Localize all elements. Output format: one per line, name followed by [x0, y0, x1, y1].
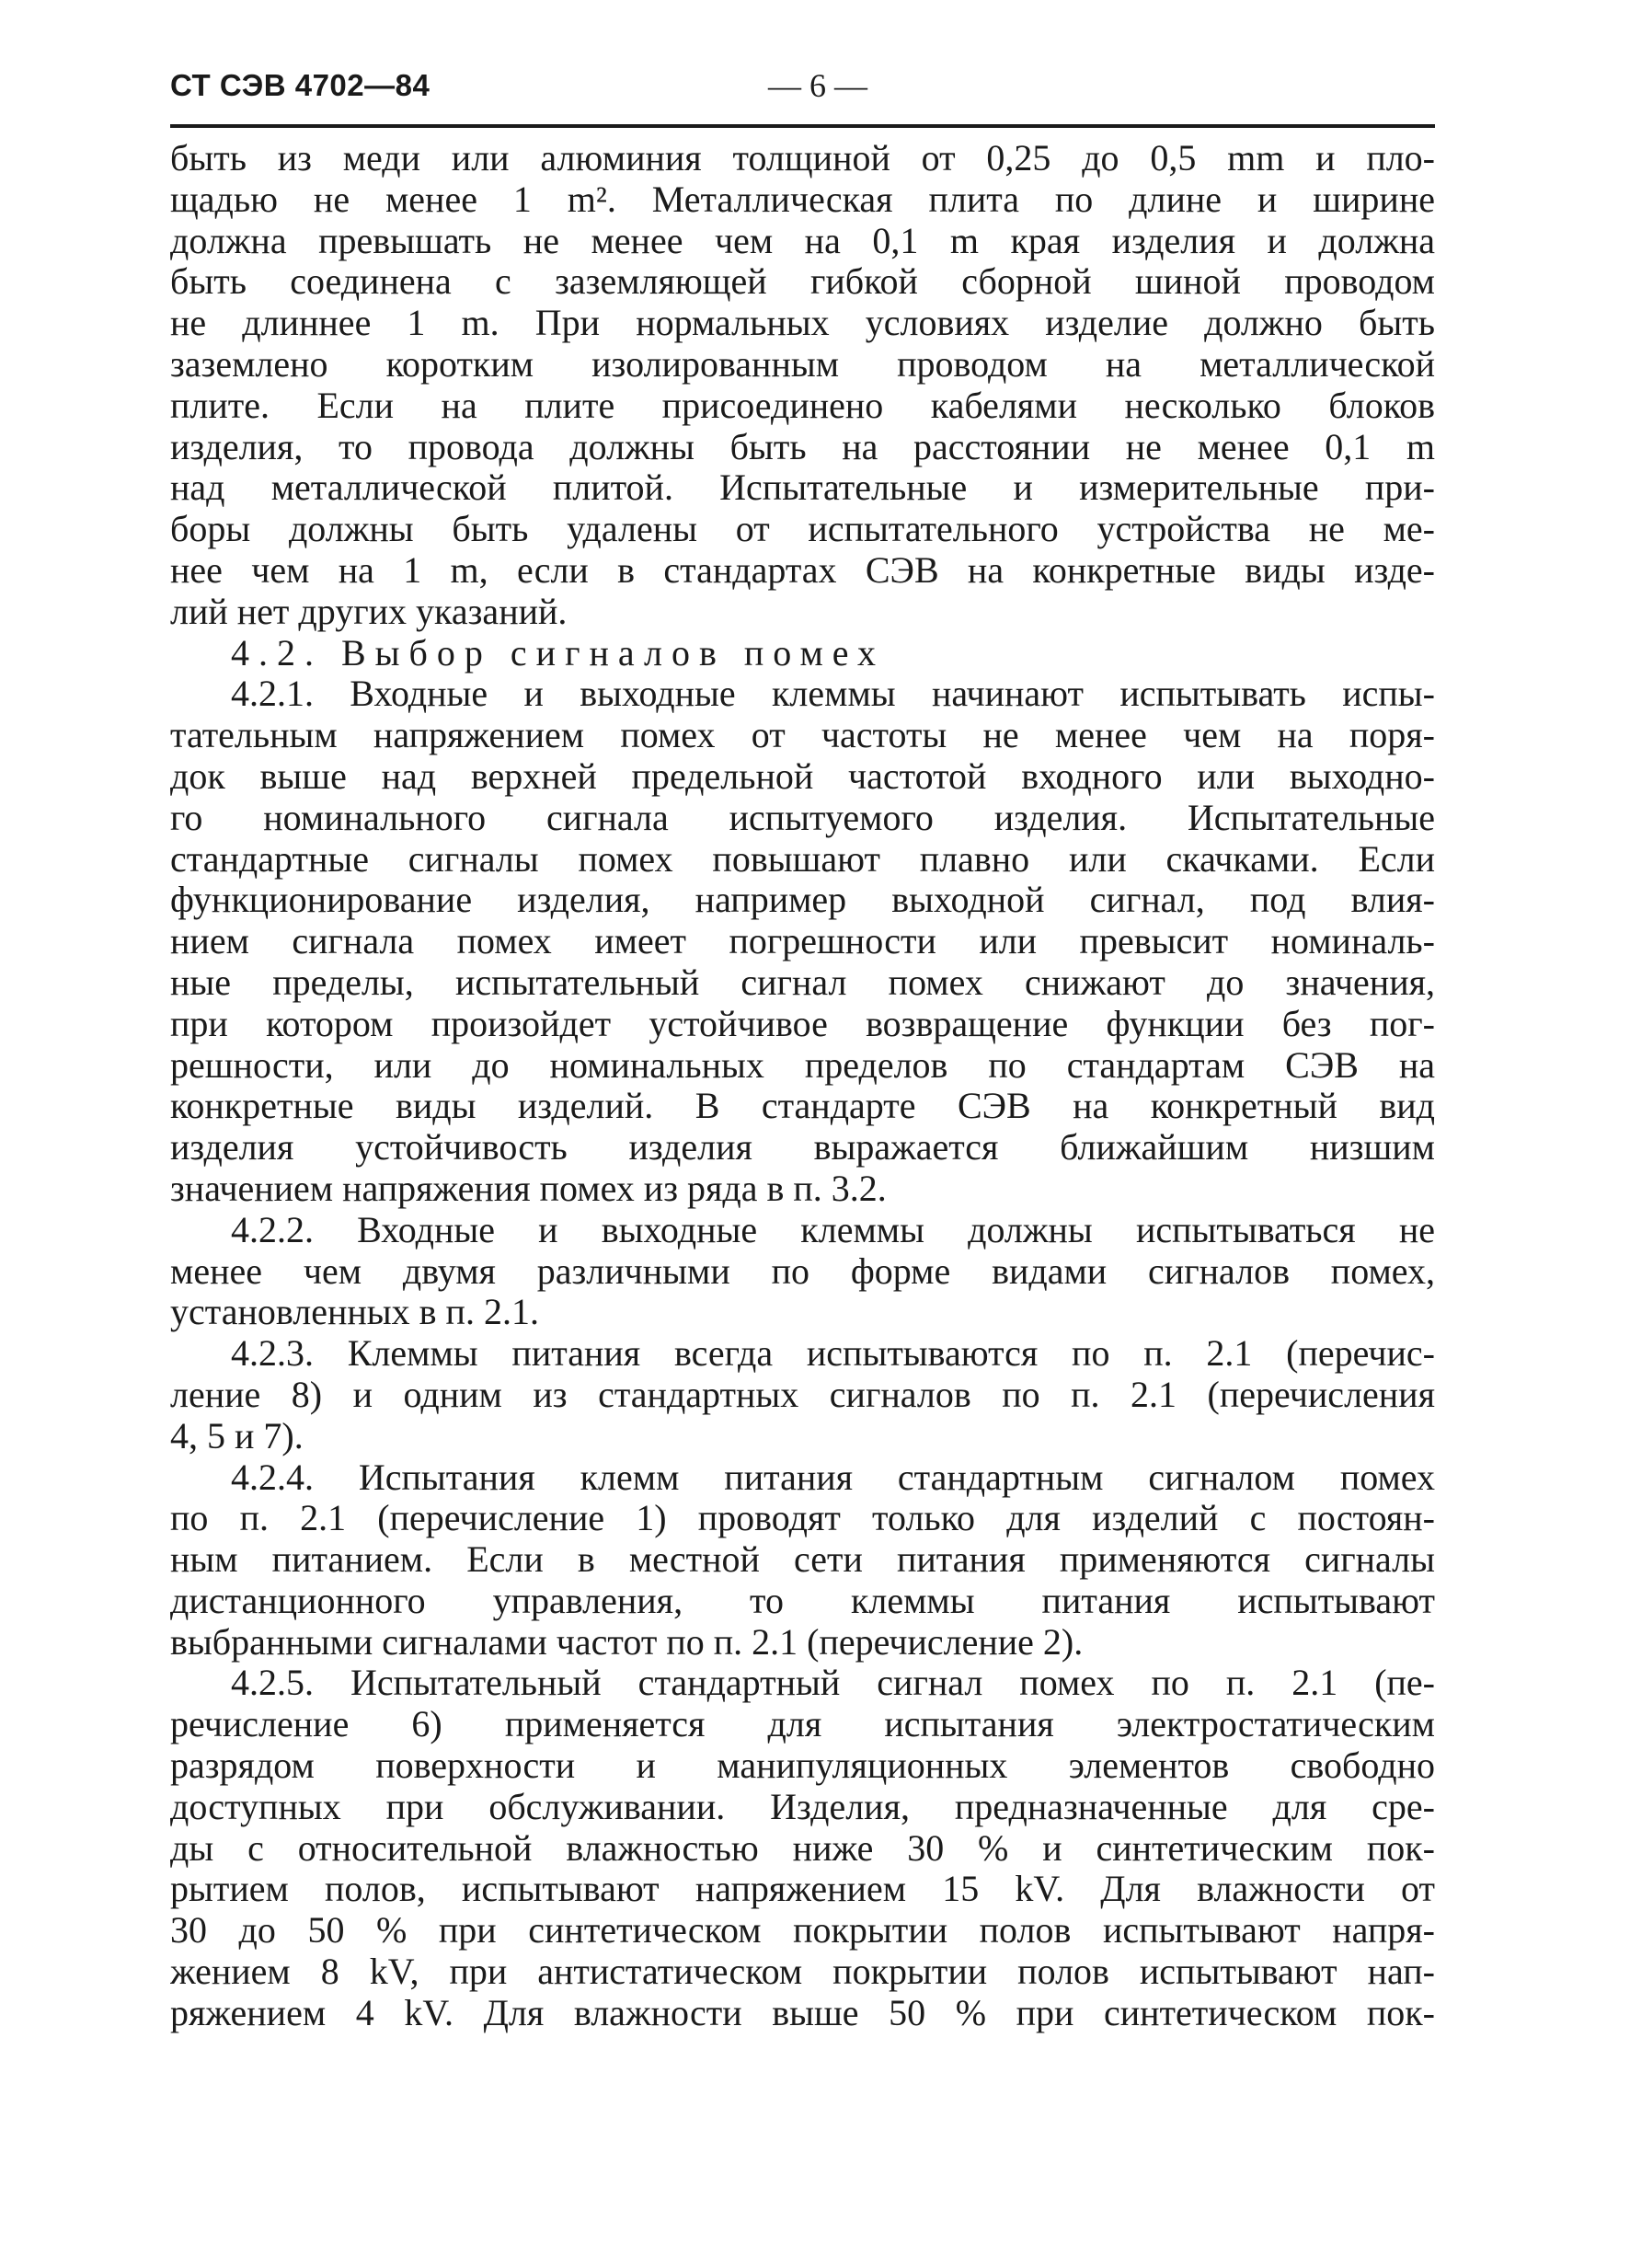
text-line: 30 до 50 % при синтетическом покрытии полов испытывают напря- — [170, 1910, 1435, 1951]
section-heading: 4.2. Выбор сигналов помех — [231, 632, 886, 673]
text-line: изделия, то провода должны быть на расстоянии не менее 0,1 m — [170, 426, 1435, 467]
text-line: не длиннее 1 m. При нормальных условиях изделие должно быть — [170, 303, 1435, 344]
text-line: решности, или до номинальных пределов по стандартам СЭВ на — [170, 1044, 1435, 1086]
text-line: го номинального сигнала испытуемого изделия. Испытательные — [170, 797, 1435, 838]
header-rule — [170, 124, 1435, 128]
text-line: жением 8 kV, при антистатическом покрытии полов испытывают нап- — [170, 1951, 1435, 1993]
text-line: ные пределы, испытательный сигнал помех снижают до значения, — [170, 961, 1435, 1003]
text-line: док выше над верхней предельной частотой входного или выходно- — [170, 755, 1435, 797]
text-line: ление 8) и одним из стандартных сигналов по п. 2.1 (перечисления — [170, 1374, 1435, 1415]
standard-code: СТ СЭВ 4702—84 — [170, 68, 430, 102]
text-line: заземлено коротким изолированным проводом на металлической — [170, 343, 1435, 385]
text-line: тательным напряжением помех от частоты не менее чем на поря- — [170, 715, 1435, 756]
text-line: функционирование изделия, например выходной сигнал, под влия- — [170, 880, 1435, 921]
text-line: по п. 2.1 (перечисление 1) проводят только для изделий с постоян- — [170, 1498, 1435, 1539]
text-line: рытием полов, испытывают напряжением 15 kV. Для влажности от — [170, 1869, 1435, 1910]
text-line: над металлической плитой. Испытательные и измерительные при- — [170, 467, 1435, 509]
text-line: должна превышать не менее чем на 0,1 m края изделия и должна — [170, 220, 1435, 261]
text-line: менее чем двумя различными по форме видами сигналов помех, — [170, 1250, 1435, 1292]
page-header — [170, 61, 1435, 116]
text-line: нием сигнала помех имеет погрешности или превысит номиналь- — [170, 921, 1435, 962]
text-line: быть из меди или алюминия толщиной от 0,25 до 0,5 mm и пло- — [170, 138, 1435, 178]
text-line: установленных в п. 2.1. — [170, 1292, 539, 1333]
text-line: речисление 6) применяется для испытания электростатическим — [170, 1704, 1435, 1745]
text-line: боры должны быть удалены от испытательного устройства не ме- — [170, 509, 1435, 550]
text-line: 4.2.2. Входные и выходные клеммы должны испытываться не — [231, 1209, 1435, 1250]
document-body — [170, 138, 1435, 2034]
text-line: при котором произойдет устойчивое возвращение функции без пог- — [170, 1003, 1435, 1044]
text-line: 4.2.3. Клеммы питания всегда испытываются по п. 2.1 (перечис- — [231, 1333, 1435, 1375]
text-line: доступных при обслуживании. Изделия, предназначенные для сре- — [170, 1786, 1435, 1827]
text-line: конкретные виды изделий. В стандарте СЭВ на конкретный вид — [170, 1086, 1435, 1127]
text-line: ным питанием. Если в местной сети питания применяются сигналы — [170, 1539, 1435, 1581]
text-line: изделия устойчивость изделия выражается ближайшим низшим — [170, 1127, 1435, 1169]
page-number: — 6 — — [768, 67, 867, 104]
text-line: нее чем на 1 m, если в стандартах СЭВ на конкретные виды изде- — [170, 549, 1435, 591]
text-line: ряжением 4 kV. Для влажности выше 50 % при синтетическом пок- — [170, 1992, 1435, 2033]
text-line: 4.2.1. Входные и выходные клеммы начинают испытывать испы- — [231, 673, 1435, 715]
text-line: 4, 5 и 7). — [170, 1415, 304, 1456]
text-line: выбранными сигналами частот по п. 2.1 (перечисление 2). — [170, 1621, 1084, 1663]
text-line: дистанционного управления, то клеммы питания испытывают — [170, 1580, 1435, 1621]
text-line: значением напряжения помех из ряда в п. 3.2. — [170, 1168, 887, 1209]
text-line: ды с относительной влажностью ниже 30 % и синтетическим пок- — [170, 1827, 1435, 1869]
text-line: 4.2.5. Испытательный стандартный сигнал помех по п. 2.1 (пе- — [231, 1663, 1435, 1704]
text-line: лий нет других указаний. — [170, 591, 568, 632]
text-line: разрядом поверхности и манипуляционных элементов свободно — [170, 1745, 1435, 1787]
text-line: щадью не менее 1 m². Металлическая плита по длине и ширине — [170, 178, 1435, 220]
text-line: плите. Если на плите присоединено кабелями несколько блоков — [170, 385, 1435, 426]
text-line: стандартные сигналы помех повышают плавно или скачками. Если — [170, 838, 1435, 880]
text-line: 4.2.4. Испытания клемм питания стандартным сигналом помех — [231, 1456, 1435, 1498]
text-line: быть соединена с заземляющей гибкой сборной шиной проводом — [170, 261, 1435, 303]
